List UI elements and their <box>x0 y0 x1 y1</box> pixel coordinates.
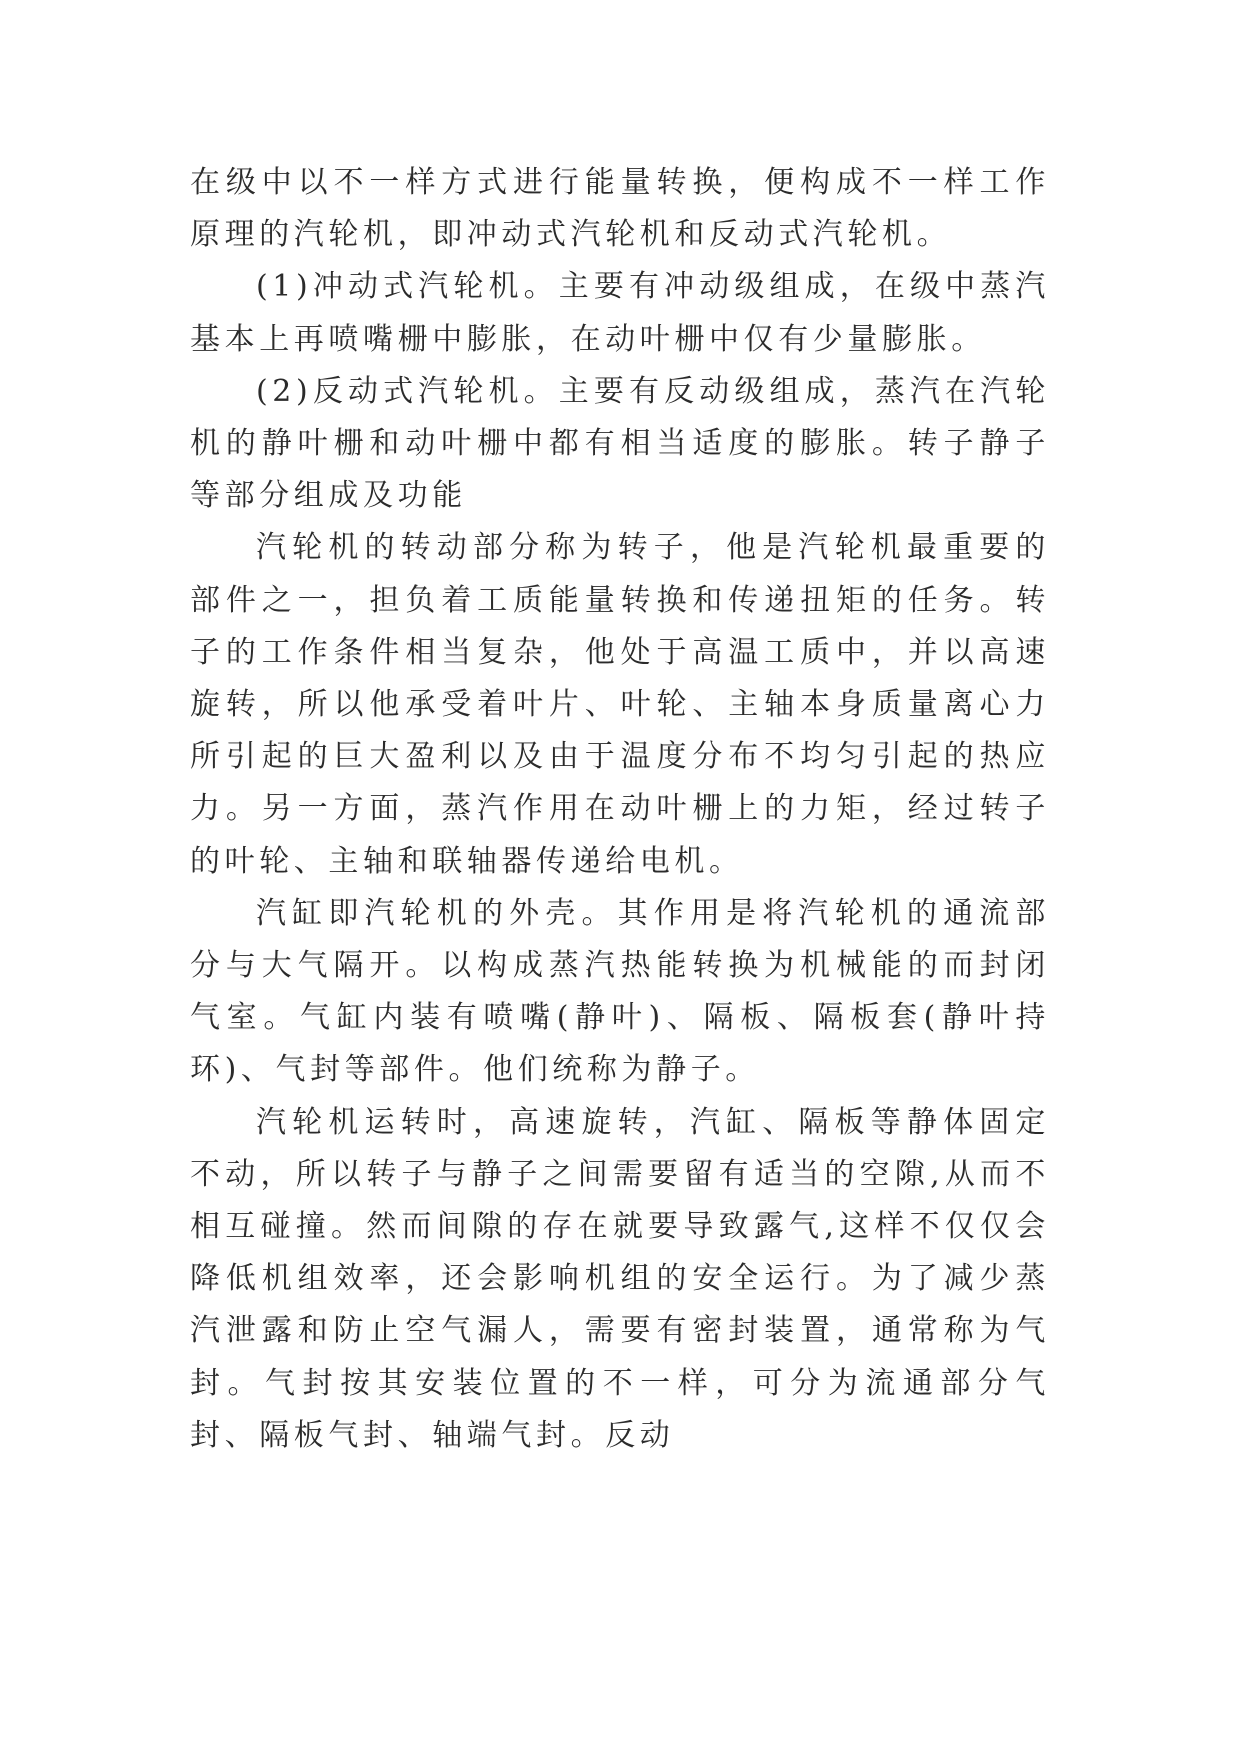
paragraph-impulse-turbine: (1)冲动式汽轮机。主要有冲动级组成，在级中蒸汽基本上再喷嘴栅中膨胀，在动叶栅中仅有少量膨胀。 <box>190 269 1050 357</box>
paragraph-rotor: 汽轮机的转动部分称为转子，他是汽轮机最重要的部件之一，担负着工质能量转换和传递扭矩的任务。转子的工作条件相当复杂，他处于高温工质中，并以高速旋转，所以他承受着叶片、叶轮、主轴本身质量离心力所引起的巨大盈利以及由于温度分布不均匀引起的热应力。另一方面，蒸汽作用在动叶栅上的力矩，经过转子的叶轮、主轴和联轴器传递给电机。 <box>190 530 1050 879</box>
paragraph-seals: 汽轮机运转时，高速旋转，汽缸、隔板等静体固定不动，所以转子与静子之间需要留有适当的空隙,从而不相互碰撞。然而间隙的存在就要导致露气,这样不仅仅会降低机组效率，还会影响机组的安全运行。为了减少蒸汽泄露和防止空气漏人，需要有密封装置，通常称为气封。气封按其安装位置的不一样，可分为流通部分气封、隔板气封、轴端气封。反动 <box>190 1104 1050 1453</box>
document-body <box>190 157 1050 1462</box>
paragraph-intro: 在级中以不一样方式进行能量转换，便构成不一样工作原理的汽轮机，即冲动式汽轮机和反动式汽轮机。 <box>190 165 1050 253</box>
paragraph-cylinder: 汽缸即汽轮机的外壳。其作用是将汽轮机的通流部分与大气隔开。以构成蒸汽热能转换为机械能的而封闭气室。气缸内装有喷嘴(静叶)、隔板、隔板套(静叶持环)、气封等部件。他们统称为静子。 <box>190 895 1050 1088</box>
paragraph-reaction-turbine: (2)反动式汽轮机。主要有反动级组成，蒸汽在汽轮机的静叶栅和动叶栅中都有相当适度的膨胀。转子静子等部分组成及功能 <box>190 373 1050 514</box>
